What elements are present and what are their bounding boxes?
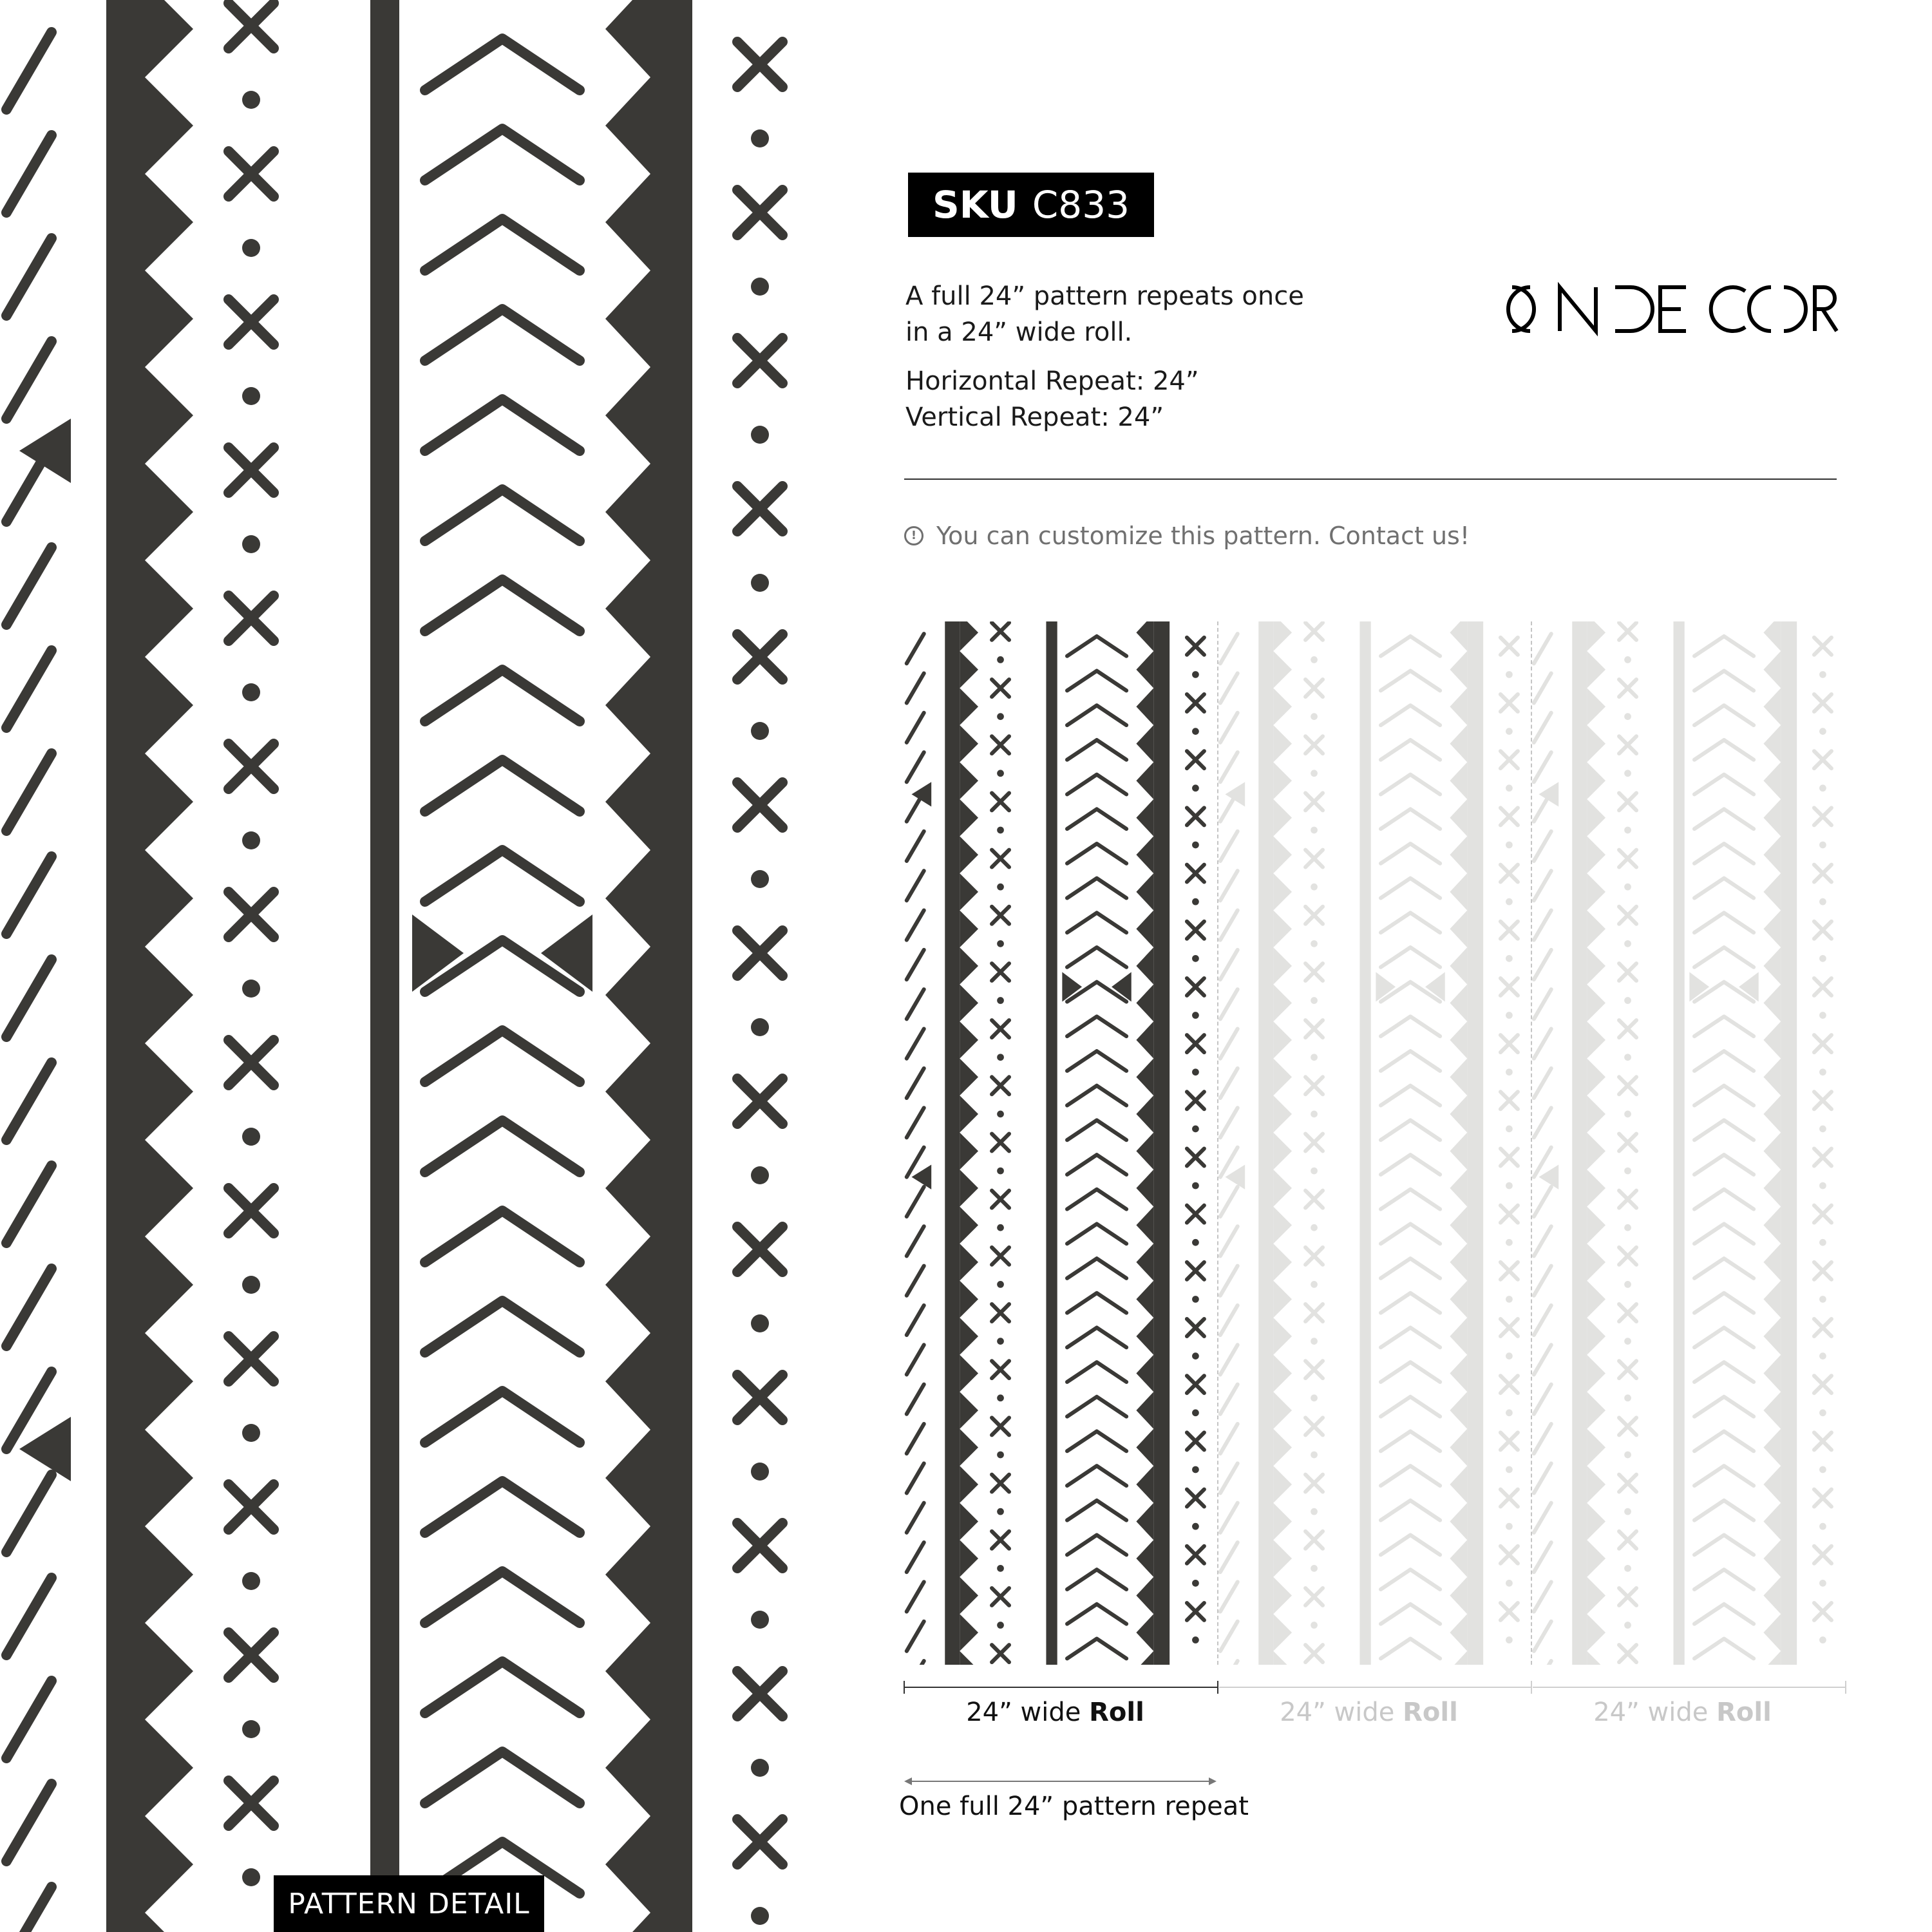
customize-note-text: You can customize this pattern. Contact us! [936, 522, 1470, 550]
pattern-repeat-arrow [904, 1775, 1217, 1788]
roll-preview-2 [1218, 621, 1530, 1665]
roll-label-2-bold: Roll [1403, 1698, 1458, 1727]
mudcloth-pattern-detail [0, 0, 815, 1932]
pattern-repeat-label: One full 24” pattern repeat [899, 1792, 1249, 1821]
sku-label: SKU [933, 183, 1018, 227]
roll-label-3 [1526, 1698, 1839, 1727]
sku-code: C833 [1032, 183, 1130, 227]
roll-seam-2 [1531, 621, 1532, 1665]
ondecor-logo [1493, 277, 1841, 341]
roll-pattern-3 [1531, 621, 1844, 1665]
pattern-motifs [1534, 621, 1832, 1665]
roll-label-2 [1213, 1698, 1525, 1727]
pattern-motifs [1220, 621, 1518, 1665]
roll-label-1-bold: Roll [1089, 1698, 1144, 1727]
roll-label-3-prefix: 24” wide [1593, 1698, 1717, 1727]
info-icon: ! [904, 526, 923, 545]
vertical-repeat: Vertical Repeat: 24” [905, 402, 1164, 432]
roll-width-measure [899, 1674, 1852, 1700]
pattern-detail-image [0, 0, 815, 1932]
roll-label-1-prefix: 24” wide [966, 1698, 1090, 1727]
roll-preview-1 [904, 621, 1217, 1665]
pattern-detail-badge: PATTERN DETAIL [274, 1875, 544, 1932]
pattern-motifs [907, 621, 1204, 1665]
divider [904, 478, 1837, 480]
pattern-motifs [6, 0, 782, 1932]
roll-label-3-bold: Roll [1716, 1698, 1772, 1727]
sku-badge [908, 173, 1154, 237]
roll-preview-3 [1531, 621, 1844, 1665]
horizontal-repeat: Horizontal Repeat: 24” [905, 366, 1199, 396]
description-line-1: A full 24” pattern repeats once [905, 281, 1304, 311]
roll-pattern-2 [1218, 621, 1530, 1665]
roll-pattern-1 [904, 621, 1217, 1665]
roll-seam-1 [1217, 621, 1218, 1665]
customize-note [904, 522, 1470, 550]
roll-label-2-prefix: 24” wide [1280, 1698, 1403, 1727]
roll-label-1 [899, 1698, 1211, 1727]
description-line-2: in a 24” wide roll. [905, 317, 1133, 347]
